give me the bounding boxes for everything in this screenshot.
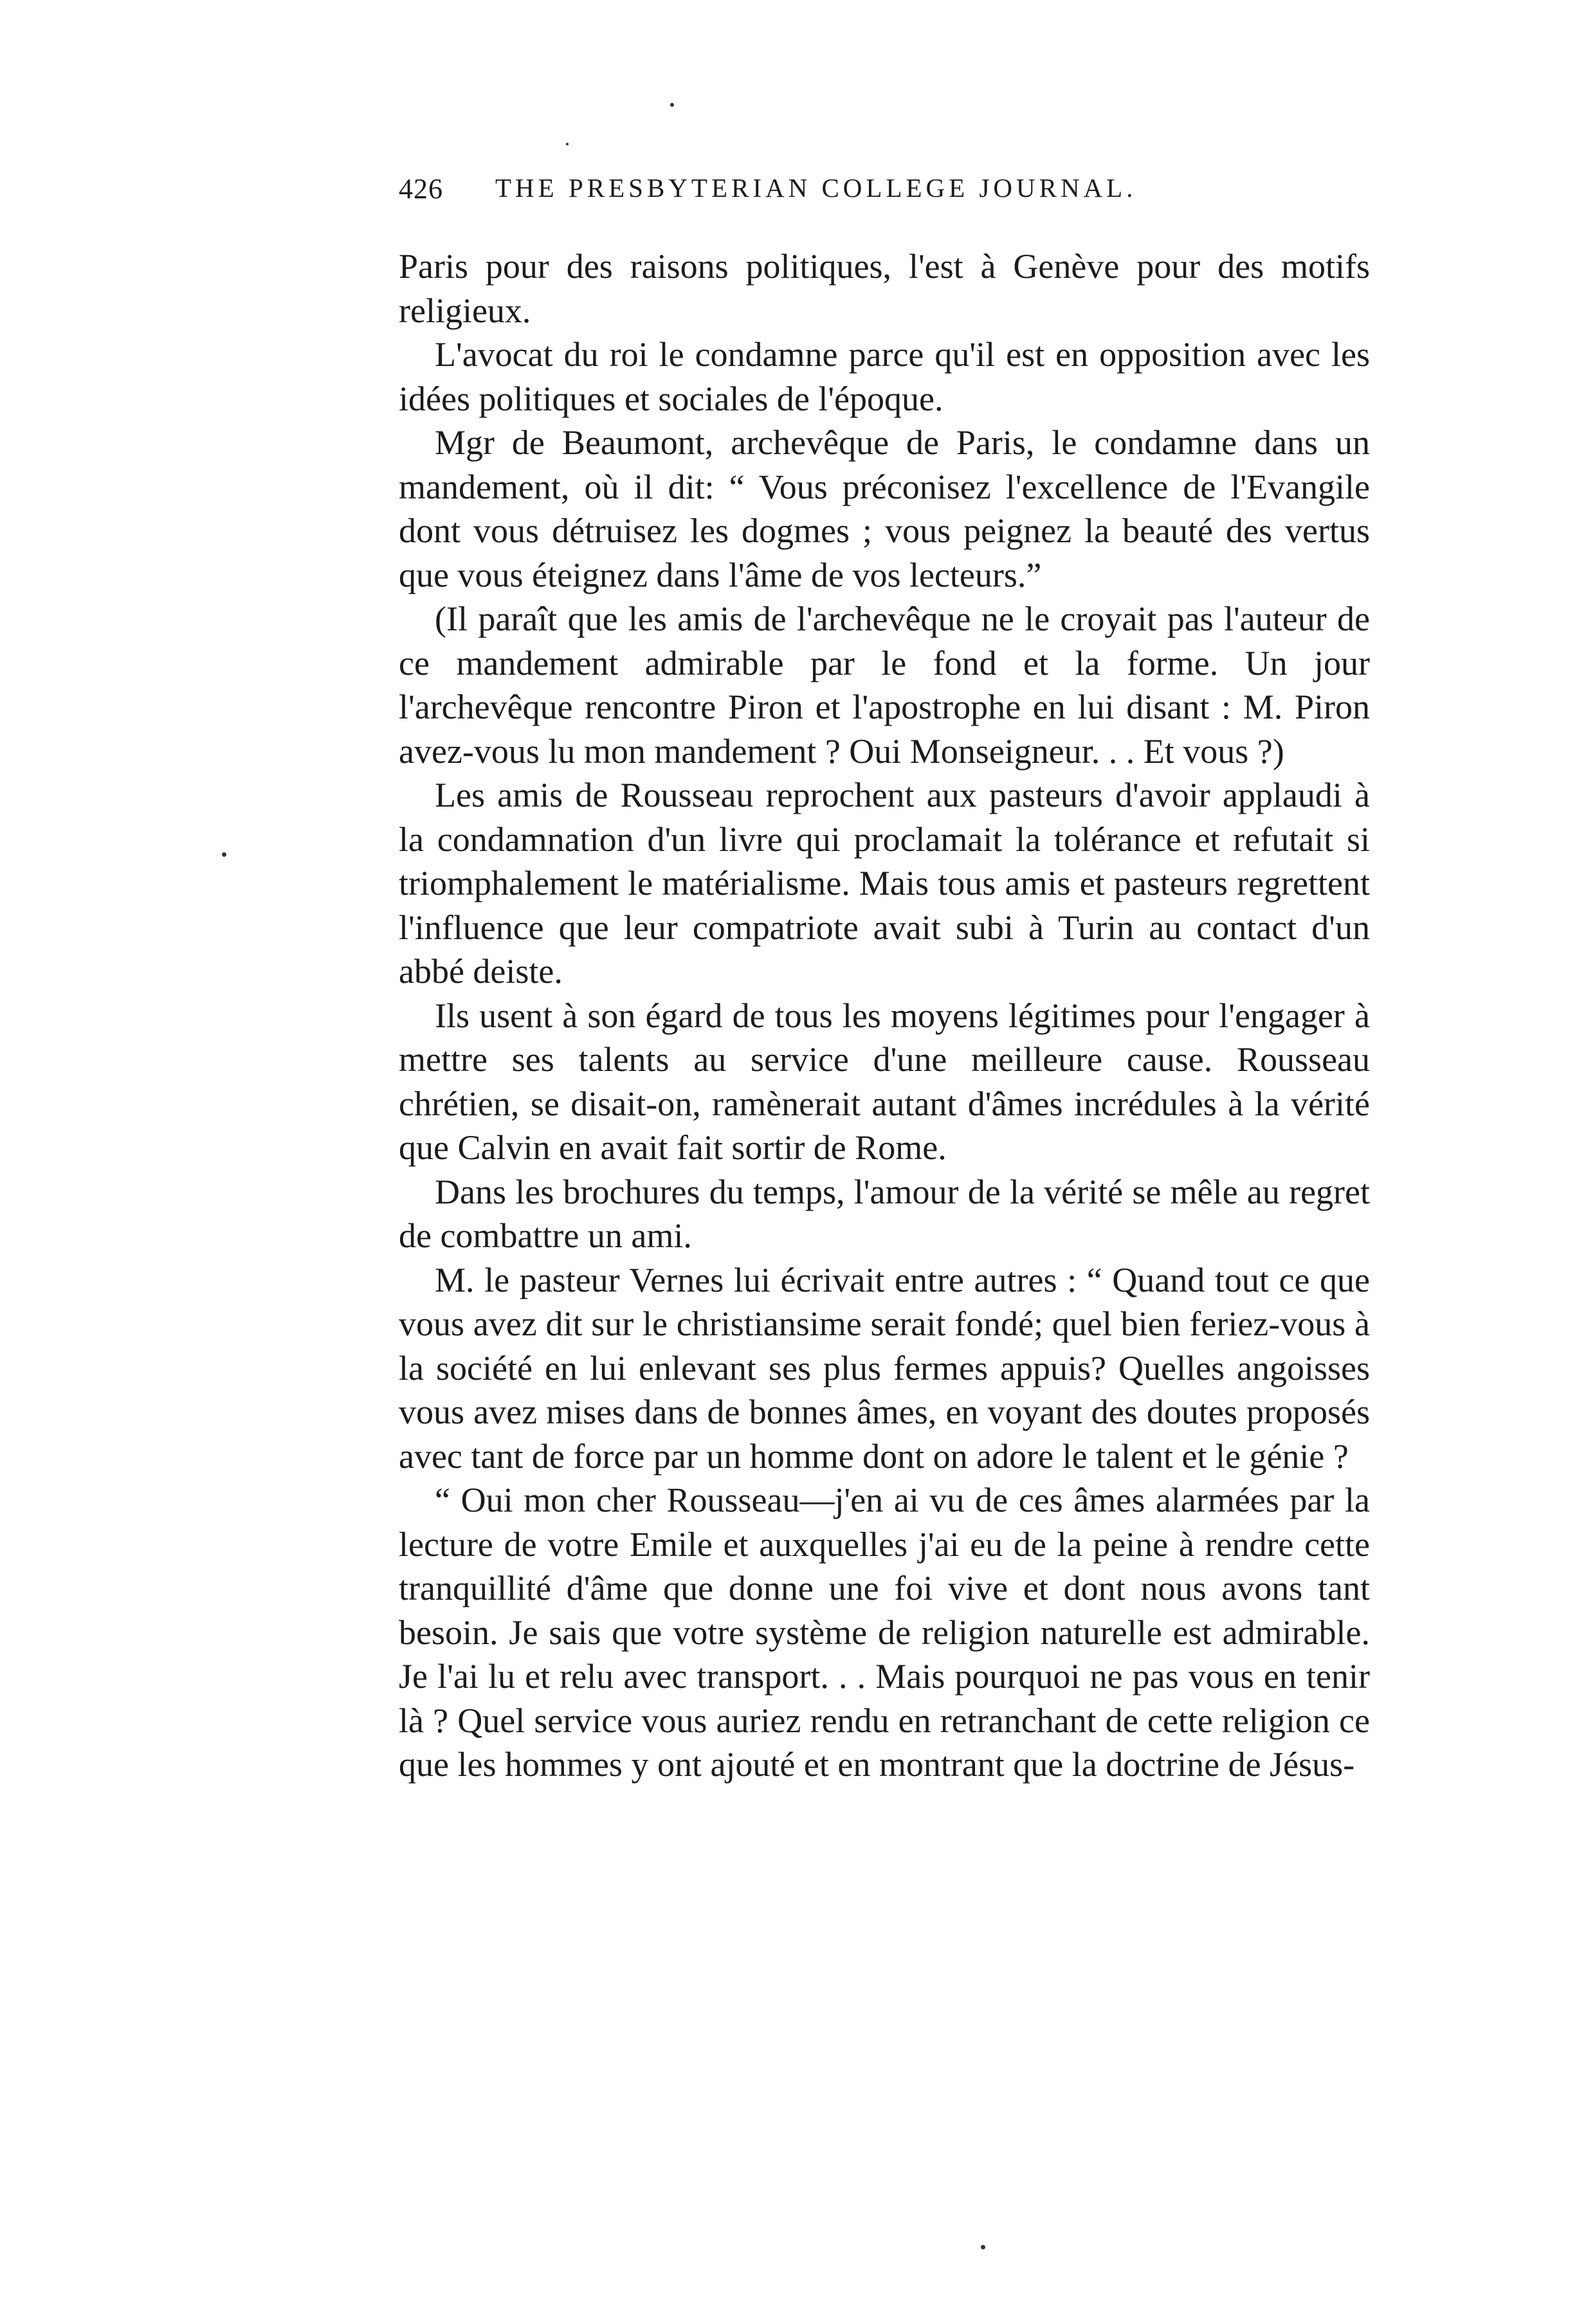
page-header [399, 172, 1376, 217]
speck [566, 143, 569, 145]
body-text [399, 244, 1370, 1787]
paragraph: (Il paraît que les amis de l'archevêque ne le croyait pas l'auteur de ce mandement admirable par le fond et la forme. Un jour l'archevêque rencontre Piron et l'apostrophe en lui disant : M. Piron avez-vous lu mon mandement ? Oui Monseigneur. . . Et vous ?) [399, 599, 1370, 771]
speck [222, 852, 226, 857]
speck [981, 2245, 985, 2249]
paragraph: Paris pour des raisons politiques, l'est à Genève pour des motifs religieux. [399, 247, 1370, 330]
running-head: THE PRESBYTERIAN COLLEGE JOURNAL. [495, 173, 1137, 203]
paragraph: Les amis de Rousseau reprochent aux pasteurs d'avoir applaudi à la condamnation d'un livre qui proclamait la tolérance et refutait si triomphalement le matérialisme. Mais tous amis et pasteurs regrettent l'influence que leur compatriote avait subi à Turin au contact d'un abbé deiste. [399, 776, 1370, 991]
paragraph: M. le pasteur Vernes lui écrivait entre autres : “ Quand tout ce que vous avez dit sur le christiansime serait fondé; quel bien feriez-vous à la société en lui enlevant ses plus fermes appuis? Quelles angoisses vous avez mises dans de bonnes âmes, en voyant des doutes proposés avec tant de force par un homme dont on adore le talent et le génie ? [399, 1260, 1370, 1476]
speck [670, 103, 674, 107]
paragraph: L'avocat du roi le condamne parce qu'il est en opposition avec les idées politiques et sociales de l'époque. [399, 335, 1370, 418]
paragraph: Mgr de Beaumont, archevêque de Paris, le condamne dans un mandement, où il dit: “ Vous préconisez l'excellence de l'Evangile dont vous détruisez les dogmes ; vous peignez la beauté des vertus que vous éteignez dans l'âme de vos lecteurs.” [399, 423, 1370, 594]
paragraph: “ Oui mon cher Rousseau—j'en ai vu de ces âmes alarmées par la lecture de votre Emile et auxquelles j'ai eu de la peine à rendre cette tranquillité d'âme que donne une foi vive et dont nous avons tant besoin. Je sais que votre système de religion naturelle est admirable. Je l'ai lu et relu avec transport. . . Mais pourquoi ne pas vous en tenir là ? Quel service vous auriez rendu en retranchant de cette religion ce que les hommes y ont ajouté et en montrant que la doctrine de Jésus- [399, 1481, 1370, 1784]
page-number: 426 [399, 173, 443, 205]
paragraph: Dans les brochures du temps, l'amour de la vérité se mêle au regret de combattre un ami. [399, 1172, 1370, 1255]
paragraph: Ils usent à son égard de tous les moyens légitimes pour l'engager à mettre ses talents au service d'une meilleure cause. Rousseau chrétien, se disait-on, ramènerait autant d'âmes incrédules à la vérité que Calvin en avait fait sortir de Rome. [399, 996, 1370, 1167]
